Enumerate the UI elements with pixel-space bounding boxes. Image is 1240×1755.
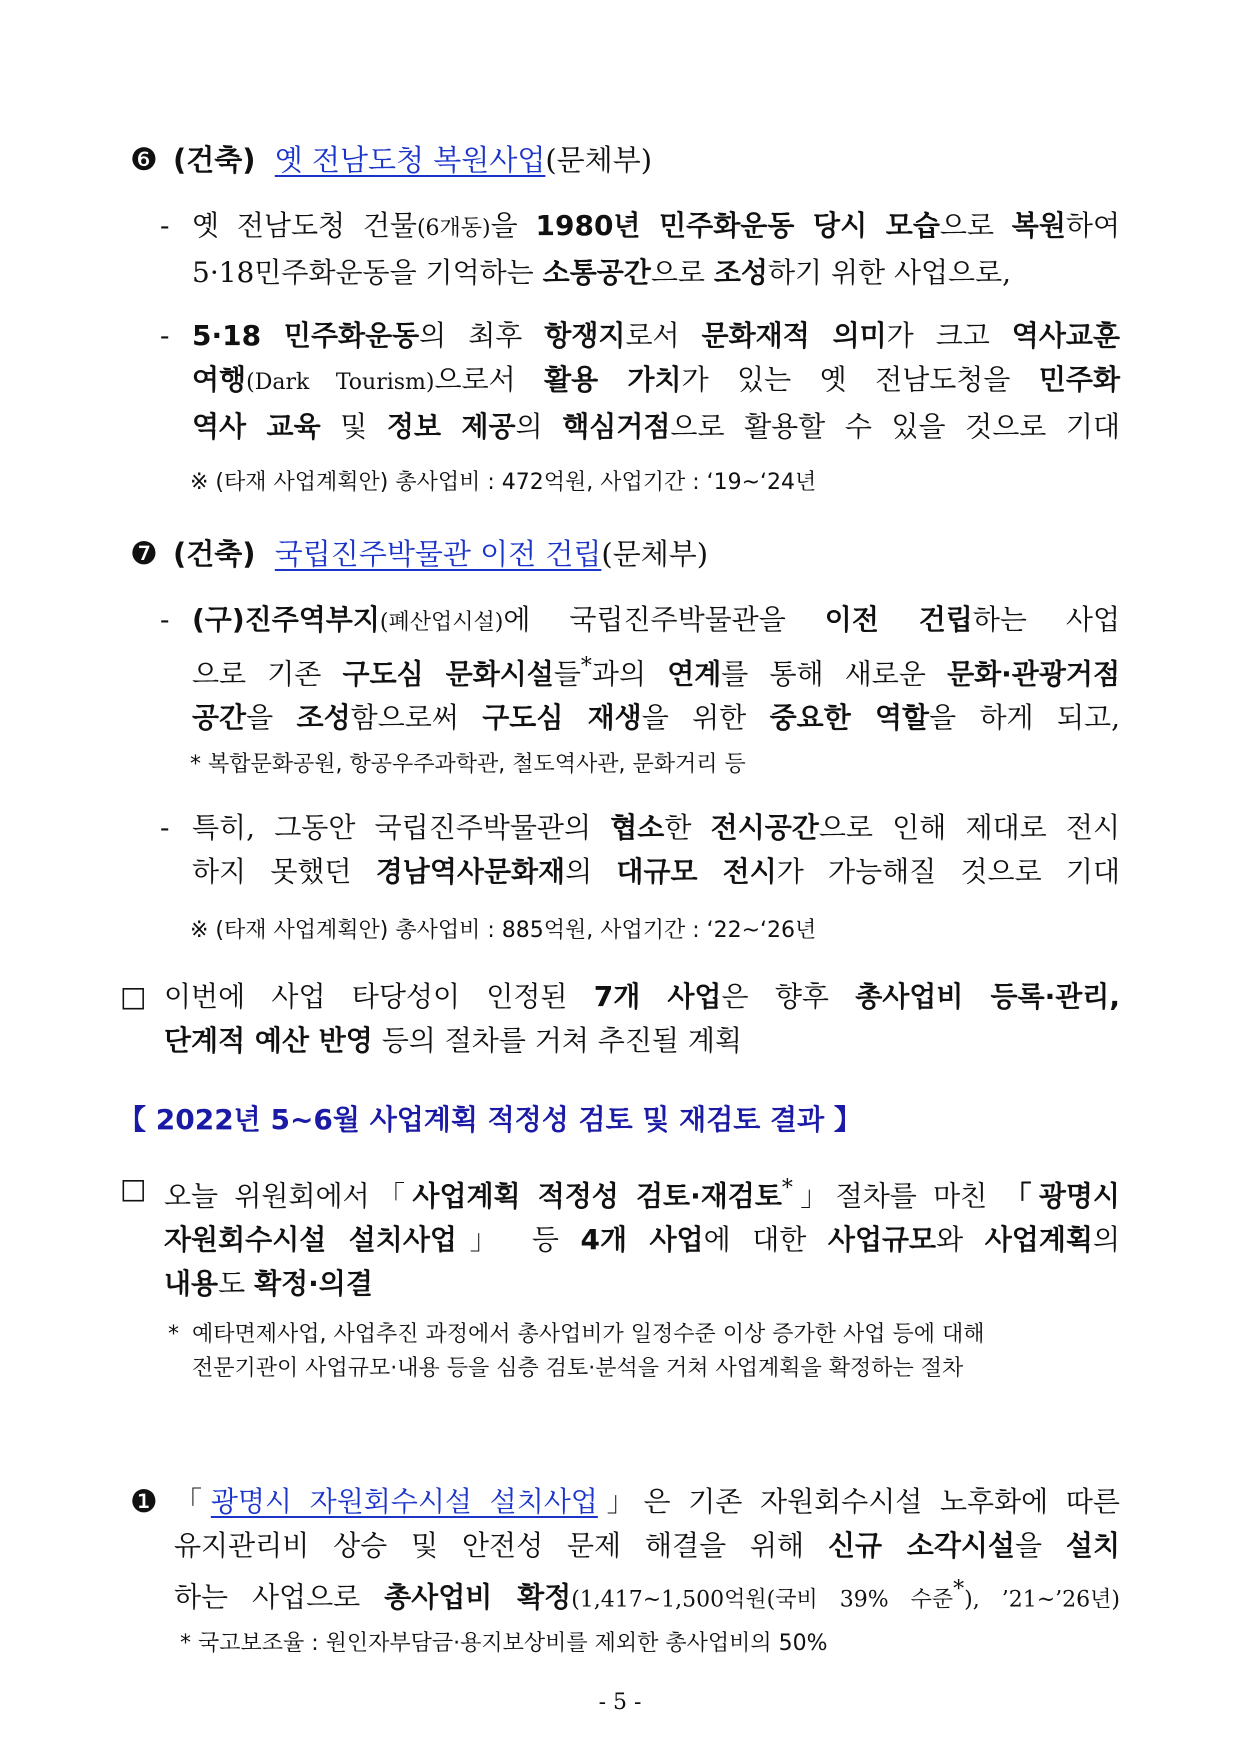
summary-line-1: 이번에 사업 타당성이 인정된 7개 사업은 향후 총사업비 등록·관리, — [164, 980, 1120, 1013]
checkbox-marker: □ — [120, 1172, 147, 1205]
item6-bullet-1 — [160, 204, 1120, 295]
item7-bullet-1-line-1: (구)진주역부지(폐산업시설)에 국립진주박물관을 이전 건립하는 사업 — [192, 603, 1121, 636]
item7-bullet-1-line-2: 으로 기존 구도심 문화시설들*과의 연계를 통해 새로운 문화·관광거점 — [192, 654, 1120, 691]
item7-bullet-2-line-1: 특히, 그동안 국립진주박물관의 협소한 전시공간으로 인해 제대로 전시 — [192, 811, 1121, 844]
item7-budget-note: ※ (타재 사업계획안) 총사업비 : 885억원, 사업기간 : ‘22~‘26년 — [190, 918, 817, 943]
item7-bullet-2 — [160, 806, 1120, 894]
review-footnote-line-2: 전문기관이 사업규모·내용 등을 심층 검토·분석을 거쳐 사업계획을 확정하는 절차 — [192, 1356, 964, 1381]
item7-number: ❼ — [130, 536, 158, 572]
page-number: - 5 - — [598, 1690, 642, 1715]
item7-category: (건축) — [173, 537, 256, 571]
item1-footnote: * 국고보조율 : 원인자부담금·용지보상비를 제외한 총사업비의 50% — [180, 1631, 828, 1656]
item6-bullet-2-line-1: 5·18 민주화운동의 최후 항쟁지로서 문화재적 의미가 크고 역사교훈 — [192, 319, 1120, 352]
item6-heading — [130, 142, 652, 179]
review-line-2: 자원회수시설 설치사업」 등 4개 사업에 대한 사업규모와 사업계획의 — [164, 1223, 1121, 1257]
item6-department: (문체부) — [545, 143, 653, 177]
item6-bullet-1-line-2: 5·18민주화운동을 기억하는 소통공간으로 조성하기 위한 사업으로, — [192, 256, 1012, 289]
review-paragraph — [120, 1167, 1120, 1306]
item1-line-3: 하는 사업으로 총사업비 확정(1,417~1,500억원(국비 39% 수준*), ’21~’26년) — [174, 1577, 1120, 1614]
item1-line-1: 「광명시 자원회수시설 설치사업」은 기존 자원회수시설 노후화에 따른 — [174, 1485, 1120, 1518]
dash-marker: - — [160, 603, 170, 636]
item6-title-link[interactable]: 옛 전남도청 복원사업 — [274, 143, 546, 177]
item7-footnote: * 복합문화공원, 항공우주과학관, 철도역사관, 문화거리 등 — [190, 752, 746, 777]
review-footnote-line-1: 예타면제사업, 사업추진 과정에서 총사업비가 일정수준 이상 증가한 사업 등에 대해 — [192, 1322, 985, 1347]
item1-paragraph — [130, 1480, 1120, 1622]
dash-marker: - — [160, 811, 170, 844]
item7-bullet-2-line-2: 하지 못했던 경남역사문화재의 대규모 전시가 가능해질 것으로 기대 — [192, 855, 1120, 888]
dash-marker: - — [160, 319, 170, 352]
item7-department: (문체부) — [601, 537, 709, 571]
dash-marker: - — [160, 209, 170, 242]
item6-category: (건축) — [173, 143, 256, 177]
item6-bullet-1-line-1: 옛 전남도청 건물(6개동)을 1980년 민주화운동 당시 모습으로 복원하여 — [192, 209, 1121, 242]
item6-budget-note: ※ (타재 사업계획안) 총사업비 : 472억원, 사업기간 : ‘19~‘24년 — [190, 470, 817, 495]
item1-line-2: 유지관리비 상승 및 안전성 문제 해결을 위해 신규 소각시설을 설치 — [174, 1529, 1120, 1562]
item7-heading — [130, 536, 708, 573]
item1-title-link[interactable]: 광명시 자원회수시설 설치사업 — [210, 1485, 598, 1518]
item7-bullet-1-line-3: 공간을 조성함으로써 구도심 재생을 위한 중요한 역할을 하게 되고, — [192, 701, 1120, 735]
item6-bullet-2 — [160, 314, 1120, 449]
item6-number: ❻ — [130, 142, 158, 178]
item6-bullet-2-line-3: 역사 교육 및 정보 제공의 핵심거점으로 활용할 수 있을 것으로 기대 — [192, 410, 1120, 443]
review-line-3: 내용도 확정·의결 — [164, 1267, 373, 1301]
review-footnote — [168, 1318, 1128, 1386]
item7-title-link[interactable]: 국립진주박물관 이전 건립 — [274, 537, 602, 571]
section-title: 【 2022년 5~6월 사업계획 적정성 검토 및 재검토 결과 】 — [118, 1103, 862, 1136]
checkbox-marker: □ — [120, 980, 147, 1013]
item6-bullet-2-line-2: 여행(Dark Tourism)으로서 활용 가치가 있는 옛 전남도청을 민주화 — [192, 363, 1120, 396]
summary-paragraph — [120, 975, 1120, 1063]
asterisk-marker: * — [168, 1322, 179, 1347]
item7-bullet-1 — [160, 598, 1120, 740]
summary-line-2: 단계적 예산 반영 등의 절차를 거쳐 추진될 계획 — [164, 1024, 742, 1057]
review-line-1: 오늘 위원회에서「사업계획 적정성 검토·재검토*」절차를 마친 「광명시 — [164, 1176, 1120, 1213]
item1-number: ❶ — [130, 1484, 158, 1520]
